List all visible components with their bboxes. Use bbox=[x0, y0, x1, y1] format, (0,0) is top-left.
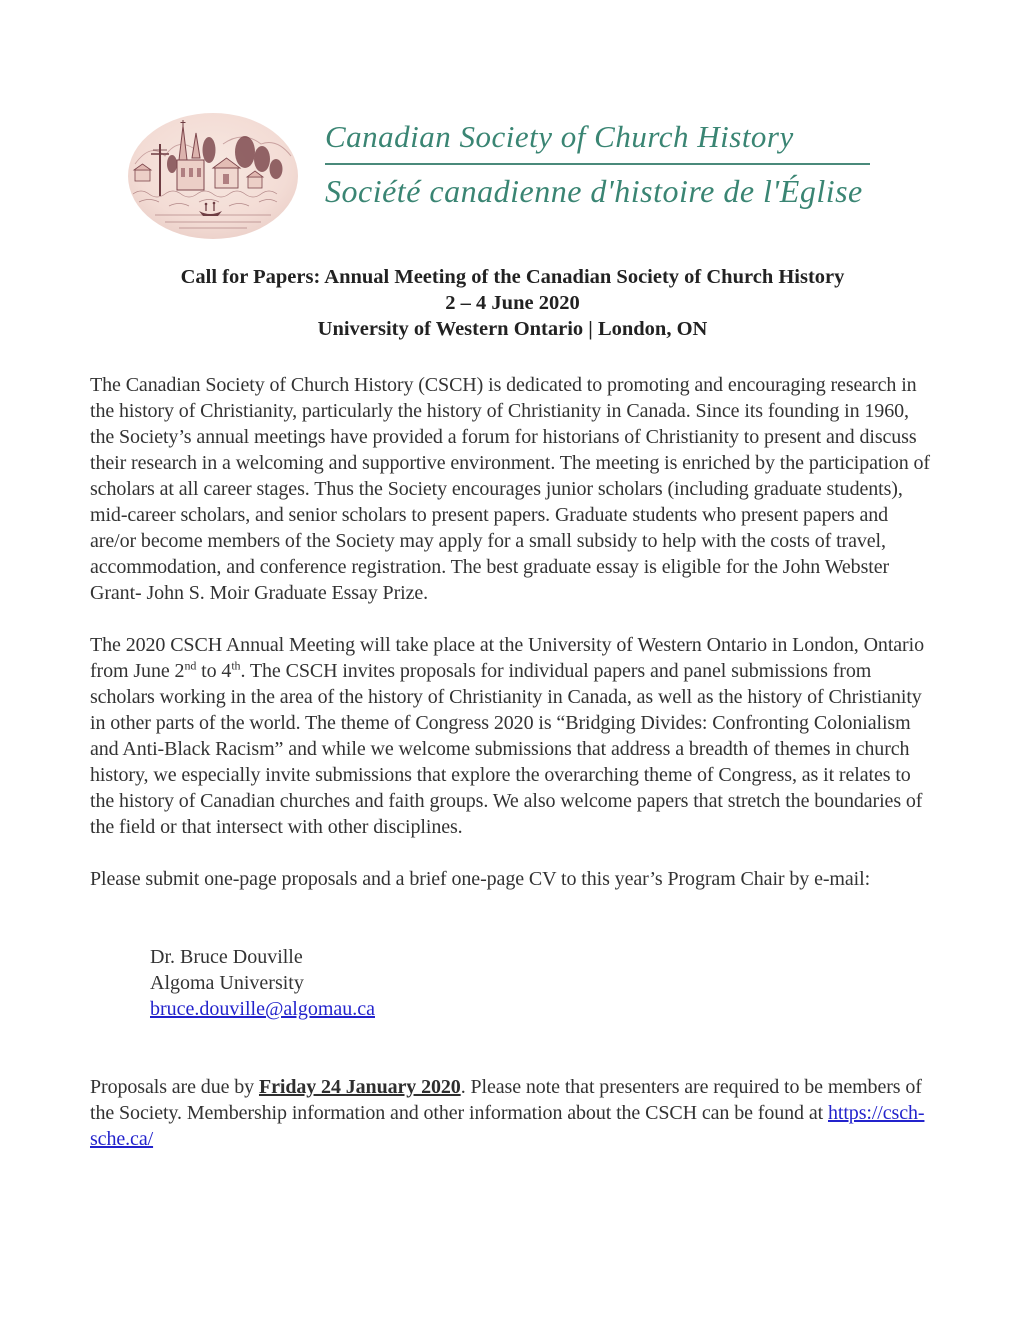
society-logo-banner bbox=[127, 112, 935, 240]
program-chair-contact bbox=[150, 944, 935, 1022]
contact-affiliation: Algoma University bbox=[150, 972, 304, 994]
society-name-french: Société canadienne d'histoire de l'Église bbox=[325, 173, 863, 209]
society-logo-wordmark bbox=[325, 112, 870, 211]
meeting-details-text-2: to 4 bbox=[196, 660, 232, 682]
society-logo-engraving bbox=[127, 112, 299, 245]
meeting-details-text-1: The 2020 CSCH Annual Meeting will take place at the University of Western Ontario in London, Ontario from June 2 bbox=[90, 634, 924, 682]
society-name-english: Canadian Society of Church History bbox=[325, 119, 794, 154]
document-title-block bbox=[90, 264, 935, 342]
deadline-text-2: . Please note that presenters are required to be members of the Society. Membership information and other information about the CSCH can be found at bbox=[90, 1076, 922, 1124]
society-website-link[interactable]: https://csch-sche.ca/ bbox=[90, 1102, 925, 1150]
deadline-text-1: Proposals are due by bbox=[90, 1076, 259, 1098]
paragraph-deadline bbox=[90, 1074, 935, 1152]
meeting-details-text-3: . The CSCH invites proposals for individual papers and panel submissions from scholars working in the area of the history of Christianity in Canada, as well as the history of Christianity in other parts of the world. The theme of Congress 2020 is “Bridging Divides: Confronting Colonialism and Anti-Black Racism” and while we welcome submissions that address a breadth of themes in church history, we especially invite submissions that explore the overarching theme of Congress, as it relates to the history of Canadian churches and faith groups. We also welcome papers that stretch the boundaries of the field or that intersect with other disciplines. bbox=[90, 660, 923, 838]
contact-name: Dr. Bruce Douville bbox=[150, 946, 303, 968]
ordinal-superscript-nd: nd bbox=[184, 658, 197, 673]
ordinal-superscript-th: th bbox=[231, 658, 241, 673]
deadline-date: Friday 24 January 2020 bbox=[258, 1076, 461, 1098]
title-line-location: University of Western Ontario | London, ON bbox=[317, 318, 708, 340]
paragraph-submission-instructions: Please submit one-page proposals and a brief one-page CV to this year’s Program Chair by e-mail: bbox=[90, 868, 871, 890]
title-line-call-for-papers: Call for Papers: Annual Meeting of the Canadian Society of Church History bbox=[180, 266, 845, 288]
paragraph-meeting-details bbox=[90, 632, 935, 840]
logo-divider-rule bbox=[325, 163, 870, 165]
title-line-dates: 2 – 4 June 2020 bbox=[445, 292, 580, 314]
document-body bbox=[90, 372, 935, 1152]
paragraph-society-description: The Canadian Society of Church History (CSCH) is dedicated to promoting and encouraging research in the history of Christianity, particularly the history of Christianity in Canada. Since its founding in 1960, the Society’s annual meetings have provided a forum for historians of Christianity to present and discuss their research in a welcoming and supportive environment. The meeting is enriched by the participation of scholars at all career stages. Thus the Society encourages junior scholars (including graduate students), mid-career scholars, and senior scholars to present papers. Graduate students who present papers and are/or become members of the Society may apply for a small subsidy to help with the costs of travel, accommodation, and conference registration. The best graduate essay is eligible for the John Webster Grant- John S. Moir Graduate Essay Prize. bbox=[90, 374, 930, 604]
contact-email-link[interactable]: bruce.douville@algomau.ca bbox=[150, 998, 375, 1020]
